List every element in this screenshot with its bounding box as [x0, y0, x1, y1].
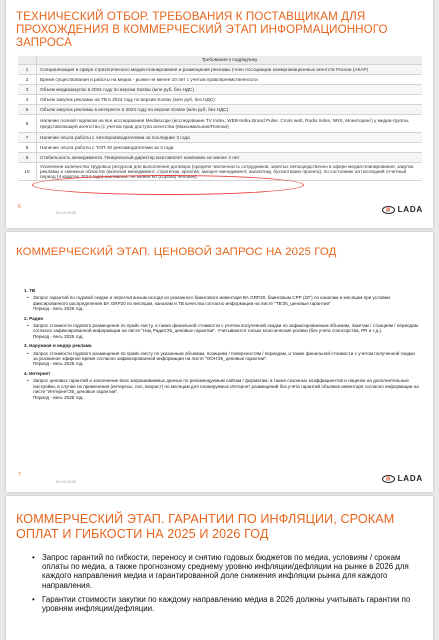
list-item: • Запрос стоимости годового размещения по прайс-листу по указанным объемам, позициям / поверхностям / периодам, а также финальной стоимости с учетом полученной скидки за указанное эфирное время согласно зафиксированной информации на листе "OOH'25_ценовые гарантии".: [24, 351, 419, 362]
logo-text: LADA: [397, 474, 423, 483]
row-number: 10: [18, 163, 37, 181]
list-item: • Гарантии стоимости закупки по каждому направлению медиа в 2026 должны учитывать гарантии по уровням инфляции/дефляции.: [32, 595, 417, 613]
period-text: Период - весь 2025 год.: [33, 361, 84, 367]
page-number: 7: [18, 472, 21, 478]
row-number: 7: [18, 133, 37, 143]
slide-price-request: [6, 232, 433, 492]
slide-title: КОММЕРЧЕСКИЙ ЭТАП. ЦЕНОВОЙ ЗАПРОС НА 2025 ГОД: [16, 246, 337, 258]
section-heading: 3. Наружная и индор реклама: [24, 343, 92, 349]
row-text: Наличие опыта работы с ТОП-30 рекламодателями за 3 года: [37, 143, 423, 153]
row-text: Специализация в сфере стратегического медиа-планирования и размещение рекламы (член Ассоциации коммуникационных агентств России (АКАР): [37, 65, 423, 75]
slide-body: [24, 288, 419, 400]
slide-body: [32, 553, 417, 618]
list-item: • Запрос гарантий по годовой скидке и пересчитанным исходя из указанного баингового инвентаря ВА GRP20, баинговым CPP (20") по каналам и месяцам при условии фиксированного распределения ВА GRP20 по месяцам, каналам и ТВ качества согласно информации на листе "ТВ'25_ценовые гарантии": [24, 295, 419, 306]
row-text: Время существования и работы на медиа - рынке не менее 10 лет с учетом правопреемственности: [37, 75, 423, 85]
row-number: 1: [18, 65, 37, 75]
list-item: • Запрос гарантий по гибкости, переносу и снятию годовых бюджетов по медиа, условиям / срокам оплаты по медиа, а также прогнозному среднему уровню инфляции/дефляции на рынке в 2026 для каждого направления медиа и гарантированной доле снижения инфляции рынка для каждого направления.: [32, 553, 417, 590]
period-text: Период - весь 2025 год.: [33, 333, 84, 339]
slide-date: 04.09.2025: [56, 479, 77, 484]
table-header: Требования к подрядчику: [37, 56, 423, 65]
slide-title: КОММЕРЧЕСКИЙ ЭТАП. ГАРАНТИИ ПО ИНФЛЯЦИИ, СРОКАМ ОПЛАТ И ГИБКОСТИ НА 2025 И 2026 ГОД: [16, 512, 395, 541]
period-text: Период - весь 2025 год.: [33, 306, 84, 312]
period-text: Период - весь 2025 год.: [33, 394, 84, 400]
row-text: Объем закупок рекламы в интернете в 2024 году по версии Sostav (млн руб, без НДС): [37, 105, 423, 115]
slide-requirements: [6, 0, 433, 228]
slide-title: ТЕХНИЧЕСКИЙ ОТБОР. ТРЕБОВАНИЯ К ПОСТАВЩИКАМ ДЛЯ ПРОХОЖДЕНИЯ В КОММЕРЧЕСКИЙ ЭТАП ИНФОРМАЦИОННОГО ЗАПРОСА: [16, 10, 388, 49]
slide-inflation-guarantees: [6, 496, 433, 640]
row-number: 3: [18, 85, 37, 95]
section-heading: 2. Радио: [24, 315, 44, 321]
lada-boat-icon: ⛵: [382, 206, 395, 214]
lada-logo: [382, 474, 423, 483]
lada-boat-icon: ⛵: [382, 475, 395, 483]
row-number: 4: [18, 95, 37, 105]
row-number: 6: [18, 115, 37, 133]
list-item: • Запрос стоимости годового размещения по прайс-листу, а также финальной стоимости с учетом полученной скидки по зафиксированным объемам, пакетам / станциям / периодам согласно зафиксированной информации на листе "Нац Радио'25_ценовые гарантии". Учитываются только классические ролики (без учета спонсорства, PR и т.д.).: [24, 323, 419, 334]
lada-logo: [382, 205, 423, 214]
row-text: Стабильность менеджмента. Генеральный директор возглавляет компанию не менее 3 лет: [37, 153, 423, 163]
list-item: • Запрос ценовых гарантий и заполнение всех запрашиваемых данных по рекомендуемым сайтам / форматам, а также сезонных коэффициентов и наценок на дополнительные настройки, в случае их применения (интересы, пол, возраст) по месяцам для планируемых Интернет размещений без учета гарантий объемов инвентаря согласно информации на листе "Интернет'25_ценовые гарантии".: [24, 378, 419, 394]
logo-text: LADA: [397, 205, 423, 214]
row-number: 2: [18, 75, 37, 85]
requirements-table: [18, 56, 422, 181]
row-text: Усиленное количество трудовых ресурсов для выполнения договора (средняя численность сотрудников, занятых непосредственно в сфере медиа-планирования, закупок рекламы и смежных областях (включая менеджмент, стратегию, креатив, аккаунт-менеджмент, аналитику, бухгалтерию проекта), по состоянию на последний отчетный период (4 квартал 2024 года) составляет не менее 80 (сорока) человек): [37, 163, 423, 181]
row-text: Объем медиазакупок в 2024 году по версии Sostav (млн руб, без НДС): [37, 85, 423, 95]
row-text: Наличие полной подписки на все исследования Mediascope (исследование TV Index, WEB-Index,Brand Pulse, Cross web, Radio Index, NRS, Мониторинг) у медиа-группы, представляющей агентство (с учетом прав доступа агентства (Максимальная/Полная): [37, 115, 423, 133]
row-number: 5: [18, 105, 37, 115]
row-number: 8: [18, 143, 37, 153]
row-text: Наличие опыта работы с Автопроизводителями за последние 3 года: [37, 133, 423, 143]
slide-date: 04.09.2025: [56, 210, 77, 215]
highlight-oval: [32, 175, 304, 195]
row-number: 9: [18, 153, 37, 163]
section-heading: 4. Интернет: [24, 370, 51, 376]
page-number: 6: [18, 204, 21, 210]
row-text: Объем закупок рекламы на ТВ в 2024 году по версии Sostav (млн руб, без НДС): [37, 95, 423, 105]
section-heading: 1. ТВ: [24, 288, 36, 293]
